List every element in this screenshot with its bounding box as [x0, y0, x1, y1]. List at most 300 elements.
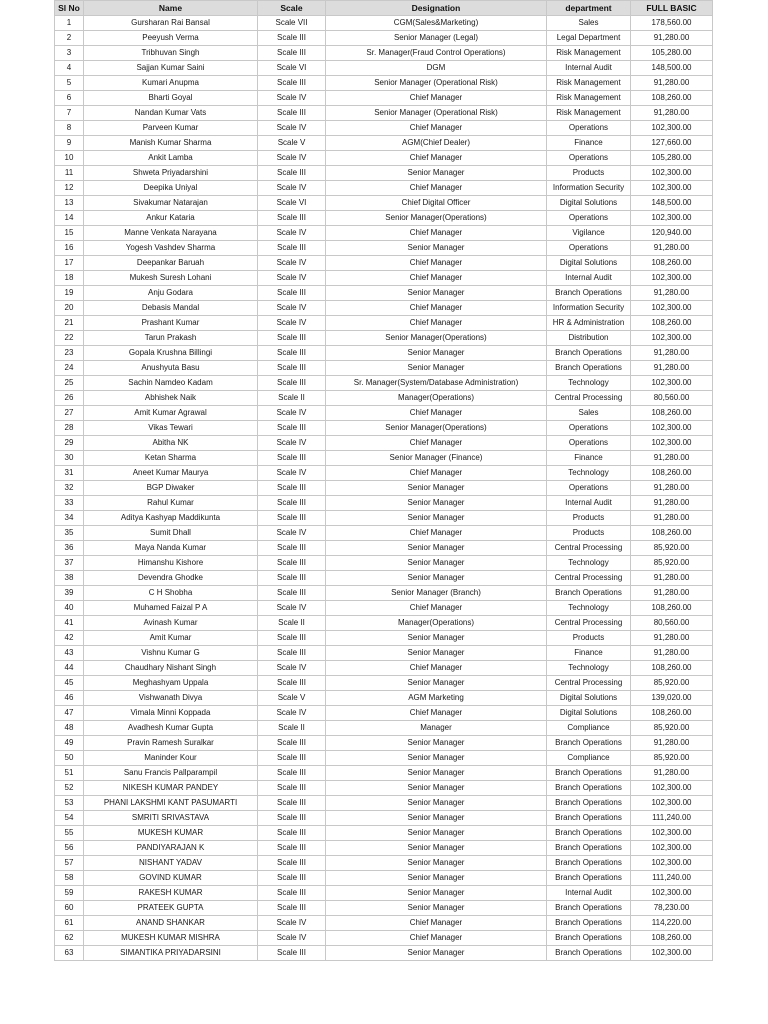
name-cell: Ketan Sharma	[84, 451, 258, 466]
table-row	[55, 916, 713, 931]
scale-cell: Scale III	[258, 76, 326, 91]
sl-no-cell: 25	[55, 376, 84, 391]
designation-cell: Senior Manager	[326, 346, 547, 361]
full-basic-cell: 114,220.00	[631, 916, 713, 931]
full-basic-cell: 85,920.00	[631, 541, 713, 556]
table-row	[55, 286, 713, 301]
department-cell: Branch Operations	[547, 796, 631, 811]
designation-cell: Senior Manager	[326, 751, 547, 766]
department-cell: Information Security	[547, 301, 631, 316]
sl-no-cell: 58	[55, 871, 84, 886]
sl-no-cell: 14	[55, 211, 84, 226]
full-basic-cell: 102,300.00	[631, 436, 713, 451]
full-basic-cell: 108,260.00	[631, 316, 713, 331]
table-row	[55, 406, 713, 421]
designation-cell: Chief Manager	[326, 931, 547, 946]
designation-cell: Senior Manager	[326, 496, 547, 511]
scale-cell: Scale III	[258, 421, 326, 436]
department-cell: Branch Operations	[547, 766, 631, 781]
sl-no-cell: 12	[55, 181, 84, 196]
department-cell: Operations	[547, 151, 631, 166]
sl-no-cell: 35	[55, 526, 84, 541]
scale-cell: Scale III	[258, 736, 326, 751]
designation-cell: Senior Manager (Finance)	[326, 451, 547, 466]
full-basic-cell: 148,500.00	[631, 196, 713, 211]
designation-cell: Chief Manager	[326, 436, 547, 451]
department-cell: Branch Operations	[547, 736, 631, 751]
full-basic-cell: 91,280.00	[631, 736, 713, 751]
scale-cell: Scale V	[258, 691, 326, 706]
table-row	[55, 691, 713, 706]
scale-cell: Scale IV	[258, 466, 326, 481]
scale-cell: Scale III	[258, 781, 326, 796]
table-row	[55, 106, 713, 121]
department-cell: Technology	[547, 376, 631, 391]
scale-cell: Scale III	[258, 376, 326, 391]
name-cell: Nandan Kumar Vats	[84, 106, 258, 121]
table-row	[55, 661, 713, 676]
name-cell: Sanu Francis Pallparampil	[84, 766, 258, 781]
designation-cell: DGM	[326, 61, 547, 76]
full-basic-cell: 91,280.00	[631, 481, 713, 496]
department-cell: Branch Operations	[547, 286, 631, 301]
department-cell: Operations	[547, 211, 631, 226]
table-row	[55, 871, 713, 886]
designation-cell: Senior Manager(Operations)	[326, 421, 547, 436]
designation-cell: Chief Manager	[326, 706, 547, 721]
full-basic-cell: 102,300.00	[631, 166, 713, 181]
full-basic-cell: 91,280.00	[631, 766, 713, 781]
name-cell: Abhishek Naik	[84, 391, 258, 406]
table-row	[55, 466, 713, 481]
table-row	[55, 436, 713, 451]
table-row	[55, 271, 713, 286]
sl-no-cell: 6	[55, 91, 84, 106]
name-cell: Avadhesh Kumar Gupta	[84, 721, 258, 736]
designation-cell: Senior Manager(Operations)	[326, 211, 547, 226]
table-row	[55, 451, 713, 466]
designation-cell: Senior Manager	[326, 841, 547, 856]
full-basic-cell: 85,920.00	[631, 721, 713, 736]
name-cell: RAKESH KUMAR	[84, 886, 258, 901]
department-cell: Products	[547, 526, 631, 541]
name-cell: Peeyush Verma	[84, 31, 258, 46]
full-basic-cell: 108,260.00	[631, 601, 713, 616]
designation-cell: Chief Manager	[326, 601, 547, 616]
department-cell: Technology	[547, 601, 631, 616]
full-basic-cell: 91,280.00	[631, 511, 713, 526]
department-cell: Legal Department	[547, 31, 631, 46]
department-cell: Digital Solutions	[547, 706, 631, 721]
table-row	[55, 496, 713, 511]
scale-cell: Scale IV	[258, 601, 326, 616]
scale-cell: Scale III	[258, 631, 326, 646]
table-row	[55, 616, 713, 631]
designation-cell: Chief Manager	[326, 226, 547, 241]
scale-cell: Scale IV	[258, 151, 326, 166]
full-basic-cell: 127,660.00	[631, 136, 713, 151]
designation-cell: Chief Manager	[326, 466, 547, 481]
name-cell: Pravin Ramesh Suralkar	[84, 736, 258, 751]
full-basic-cell: 102,300.00	[631, 301, 713, 316]
designation-cell: AGM Marketing	[326, 691, 547, 706]
full-basic-cell: 102,300.00	[631, 331, 713, 346]
department-cell: Branch Operations	[547, 811, 631, 826]
scale-cell: Scale VII	[258, 16, 326, 31]
department-cell: Central Processing	[547, 571, 631, 586]
sl-no-cell: 40	[55, 601, 84, 616]
scale-cell: Scale IV	[258, 916, 326, 931]
designation-cell: AGM(Chief Dealer)	[326, 136, 547, 151]
table-row	[55, 931, 713, 946]
name-cell: Amit Kumar Agrawal	[84, 406, 258, 421]
department-cell: Technology	[547, 661, 631, 676]
department-cell: Branch Operations	[547, 901, 631, 916]
department-cell: Digital Solutions	[547, 691, 631, 706]
department-cell: Operations	[547, 421, 631, 436]
sl-no-cell: 46	[55, 691, 84, 706]
designation-cell: Manager(Operations)	[326, 616, 547, 631]
sl-no-cell: 57	[55, 856, 84, 871]
sl-no-cell: 27	[55, 406, 84, 421]
sl-no-cell: 36	[55, 541, 84, 556]
sl-no-cell: 59	[55, 886, 84, 901]
full-basic-cell: 85,920.00	[631, 676, 713, 691]
full-basic-cell: 139,020.00	[631, 691, 713, 706]
header-designation: Designation	[326, 1, 547, 16]
designation-cell: Senior Manager	[326, 286, 547, 301]
full-basic-cell: 102,300.00	[631, 271, 713, 286]
table-row	[55, 61, 713, 76]
full-basic-cell: 111,240.00	[631, 811, 713, 826]
full-basic-cell: 102,300.00	[631, 781, 713, 796]
sl-no-cell: 20	[55, 301, 84, 316]
designation-cell: Senior Manager	[326, 541, 547, 556]
name-cell: SIMANTIKA PRIYADARSINI	[84, 946, 258, 961]
table-row	[55, 331, 713, 346]
department-cell: Technology	[547, 466, 631, 481]
department-cell: Risk Management	[547, 46, 631, 61]
designation-cell: Senior Manager(Operations)	[326, 331, 547, 346]
sl-no-cell: 4	[55, 61, 84, 76]
name-cell: GOVIND KUMAR	[84, 871, 258, 886]
designation-cell: Senior Manager	[326, 676, 547, 691]
name-cell: Shweta Priyadarshini	[84, 166, 258, 181]
full-basic-cell: 85,920.00	[631, 556, 713, 571]
designation-cell: Chief Manager	[326, 256, 547, 271]
sl-no-cell: 55	[55, 826, 84, 841]
department-cell: Finance	[547, 451, 631, 466]
designation-cell: Senior Manager	[326, 481, 547, 496]
full-basic-cell: 91,280.00	[631, 346, 713, 361]
table-row	[55, 76, 713, 91]
scale-cell: Scale IV	[258, 406, 326, 421]
name-cell: Tribhuvan Singh	[84, 46, 258, 61]
employee-table-sheet	[54, 0, 712, 961]
name-cell: Vimala Minni Koppada	[84, 706, 258, 721]
department-cell: Central Processing	[547, 616, 631, 631]
table-row	[55, 811, 713, 826]
table-row	[55, 301, 713, 316]
full-basic-cell: 108,260.00	[631, 931, 713, 946]
designation-cell: Chief Manager	[326, 661, 547, 676]
scale-cell: Scale IV	[258, 121, 326, 136]
name-cell: Sajjan Kumar Saini	[84, 61, 258, 76]
designation-cell: Senior Manager	[326, 856, 547, 871]
sl-no-cell: 56	[55, 841, 84, 856]
designation-cell: Senior Manager	[326, 826, 547, 841]
table-row	[55, 181, 713, 196]
department-cell: Branch Operations	[547, 826, 631, 841]
table-row	[55, 31, 713, 46]
designation-cell: Senior Manager	[326, 556, 547, 571]
sl-no-cell: 41	[55, 616, 84, 631]
sl-no-cell: 44	[55, 661, 84, 676]
full-basic-cell: 108,260.00	[631, 466, 713, 481]
department-cell: Sales	[547, 16, 631, 31]
department-cell: Compliance	[547, 721, 631, 736]
designation-cell: Senior Manager	[326, 241, 547, 256]
department-cell: Branch Operations	[547, 916, 631, 931]
designation-cell: Chief Manager	[326, 271, 547, 286]
designation-cell: Senior Manager	[326, 511, 547, 526]
sl-no-cell: 60	[55, 901, 84, 916]
table-row	[55, 16, 713, 31]
name-cell: Gursharan Rai Bansal	[84, 16, 258, 31]
designation-cell: Chief Manager	[326, 301, 547, 316]
sl-no-cell: 38	[55, 571, 84, 586]
name-cell: Vikas Tewari	[84, 421, 258, 436]
designation-cell: Sr. Manager(System/Database Administration)	[326, 376, 547, 391]
table-row	[55, 541, 713, 556]
scale-cell: Scale III	[258, 451, 326, 466]
full-basic-cell: 105,280.00	[631, 46, 713, 61]
scale-cell: Scale IV	[258, 181, 326, 196]
table-row	[55, 46, 713, 61]
table-row	[55, 631, 713, 646]
table-row	[55, 556, 713, 571]
department-cell: Branch Operations	[547, 871, 631, 886]
full-basic-cell: 102,300.00	[631, 841, 713, 856]
table-row	[55, 346, 713, 361]
designation-cell: Senior Manager	[326, 781, 547, 796]
department-cell: Operations	[547, 121, 631, 136]
scale-cell: Scale III	[258, 106, 326, 121]
scale-cell: Scale IV	[258, 271, 326, 286]
table-row	[55, 601, 713, 616]
table-row	[55, 901, 713, 916]
designation-cell: Chief Digital Officer	[326, 196, 547, 211]
designation-cell: Senior Manager	[326, 886, 547, 901]
name-cell: MUKESH KUMAR	[84, 826, 258, 841]
department-cell: Branch Operations	[547, 841, 631, 856]
table-row	[55, 391, 713, 406]
sl-no-cell: 13	[55, 196, 84, 211]
scale-cell: Scale III	[258, 241, 326, 256]
designation-cell: Chief Manager	[326, 406, 547, 421]
sl-no-cell: 17	[55, 256, 84, 271]
department-cell: Branch Operations	[547, 781, 631, 796]
sl-no-cell: 9	[55, 136, 84, 151]
name-cell: Sachin Namdeo Kadam	[84, 376, 258, 391]
designation-cell: Chief Manager	[326, 91, 547, 106]
scale-cell: Scale VI	[258, 196, 326, 211]
scale-cell: Scale IV	[258, 661, 326, 676]
name-cell: Tarun Prakash	[84, 331, 258, 346]
scale-cell: Scale IV	[258, 931, 326, 946]
name-cell: Manne Venkata Narayana	[84, 226, 258, 241]
department-cell: Internal Audit	[547, 496, 631, 511]
department-cell: HR & Administration	[547, 316, 631, 331]
sl-no-cell: 33	[55, 496, 84, 511]
name-cell: Vishwanath Divya	[84, 691, 258, 706]
sl-no-cell: 23	[55, 346, 84, 361]
sl-no-cell: 50	[55, 751, 84, 766]
sl-no-cell: 39	[55, 586, 84, 601]
sl-no-cell: 28	[55, 421, 84, 436]
name-cell: Parveen Kumar	[84, 121, 258, 136]
designation-cell: Senior Manager	[326, 901, 547, 916]
designation-cell: Senior Manager	[326, 361, 547, 376]
sl-no-cell: 43	[55, 646, 84, 661]
name-cell: Maninder Kour	[84, 751, 258, 766]
full-basic-cell: 91,280.00	[631, 571, 713, 586]
department-cell: Risk Management	[547, 91, 631, 106]
name-cell: Amit Kumar	[84, 631, 258, 646]
department-cell: Internal Audit	[547, 61, 631, 76]
designation-cell: Senior Manager	[326, 736, 547, 751]
designation-cell: Manager	[326, 721, 547, 736]
department-cell: Branch Operations	[547, 586, 631, 601]
table-row	[55, 751, 713, 766]
department-cell: Products	[547, 166, 631, 181]
department-cell: Operations	[547, 436, 631, 451]
sl-no-cell: 15	[55, 226, 84, 241]
table-row	[55, 676, 713, 691]
scale-cell: Scale III	[258, 811, 326, 826]
full-basic-cell: 108,260.00	[631, 706, 713, 721]
sl-no-cell: 62	[55, 931, 84, 946]
department-cell: Sales	[547, 406, 631, 421]
name-cell: ANAND SHANKAR	[84, 916, 258, 931]
full-basic-cell: 108,260.00	[631, 406, 713, 421]
name-cell: Deepika Uniyal	[84, 181, 258, 196]
designation-cell: Chief Manager	[326, 526, 547, 541]
designation-cell: Senior Manager	[326, 166, 547, 181]
scale-cell: Scale III	[258, 826, 326, 841]
scale-cell: Scale IV	[258, 91, 326, 106]
name-cell: Deepankar Baruah	[84, 256, 258, 271]
scale-cell: Scale III	[258, 871, 326, 886]
department-cell: Branch Operations	[547, 856, 631, 871]
sl-no-cell: 32	[55, 481, 84, 496]
full-basic-cell: 78,230.00	[631, 901, 713, 916]
table-row	[55, 571, 713, 586]
name-cell: Bharti Goyal	[84, 91, 258, 106]
scale-cell: Scale IV	[258, 226, 326, 241]
name-cell: PANDIYARAJAN K	[84, 841, 258, 856]
name-cell: Anushyuta Basu	[84, 361, 258, 376]
full-basic-cell: 91,280.00	[631, 496, 713, 511]
table-row	[55, 856, 713, 871]
department-cell: Finance	[547, 136, 631, 151]
table-row	[55, 211, 713, 226]
sl-no-cell: 26	[55, 391, 84, 406]
full-basic-cell: 102,300.00	[631, 376, 713, 391]
scale-cell: Scale III	[258, 541, 326, 556]
full-basic-cell: 91,280.00	[631, 586, 713, 601]
department-cell: Digital Solutions	[547, 196, 631, 211]
full-basic-cell: 102,300.00	[631, 211, 713, 226]
designation-cell: Senior Manager	[326, 796, 547, 811]
sl-no-cell: 49	[55, 736, 84, 751]
designation-cell: Chief Manager	[326, 316, 547, 331]
name-cell: Ankit Lamba	[84, 151, 258, 166]
full-basic-cell: 102,300.00	[631, 121, 713, 136]
scale-cell: Scale III	[258, 166, 326, 181]
full-basic-cell: 102,300.00	[631, 946, 713, 961]
name-cell: Kumari Anupma	[84, 76, 258, 91]
name-cell: Debasis Mandal	[84, 301, 258, 316]
table-row	[55, 196, 713, 211]
table-row	[55, 226, 713, 241]
sl-no-cell: 61	[55, 916, 84, 931]
scale-cell: Scale II	[258, 616, 326, 631]
sl-no-cell: 53	[55, 796, 84, 811]
scale-cell: Scale III	[258, 886, 326, 901]
scale-cell: Scale V	[258, 136, 326, 151]
sl-no-cell: 3	[55, 46, 84, 61]
table-row	[55, 151, 713, 166]
full-basic-cell: 91,280.00	[631, 241, 713, 256]
name-cell: SMRITI SRIVASTAVA	[84, 811, 258, 826]
sl-no-cell: 22	[55, 331, 84, 346]
sl-no-cell: 51	[55, 766, 84, 781]
sl-no-cell: 42	[55, 631, 84, 646]
sl-no-cell: 37	[55, 556, 84, 571]
sl-no-cell: 29	[55, 436, 84, 451]
department-cell: Internal Audit	[547, 271, 631, 286]
designation-cell: Senior Manager	[326, 946, 547, 961]
scale-cell: Scale III	[258, 211, 326, 226]
table-row	[55, 586, 713, 601]
scale-cell: Scale III	[258, 511, 326, 526]
full-basic-cell: 102,300.00	[631, 421, 713, 436]
name-cell: Prashant Kumar	[84, 316, 258, 331]
sl-no-cell: 48	[55, 721, 84, 736]
name-cell: Chaudhary Nishant Singh	[84, 661, 258, 676]
scale-cell: Scale IV	[258, 301, 326, 316]
table-row	[55, 511, 713, 526]
name-cell: Gopala Krushna Billingi	[84, 346, 258, 361]
name-cell: Maya Nanda Kumar	[84, 541, 258, 556]
scale-cell: Scale III	[258, 766, 326, 781]
name-cell: C H Shobha	[84, 586, 258, 601]
sl-no-cell: 30	[55, 451, 84, 466]
table-row	[55, 361, 713, 376]
designation-cell: Senior Manager	[326, 631, 547, 646]
designation-cell: Sr. Manager(Fraud Control Operations)	[326, 46, 547, 61]
sl-no-cell: 7	[55, 106, 84, 121]
department-cell: Branch Operations	[547, 361, 631, 376]
table-row	[55, 166, 713, 181]
table-row	[55, 886, 713, 901]
department-cell: Finance	[547, 646, 631, 661]
header-name: Name	[84, 1, 258, 16]
department-cell: Branch Operations	[547, 946, 631, 961]
department-cell: Vigilance	[547, 226, 631, 241]
header-scale: Scale	[258, 1, 326, 16]
